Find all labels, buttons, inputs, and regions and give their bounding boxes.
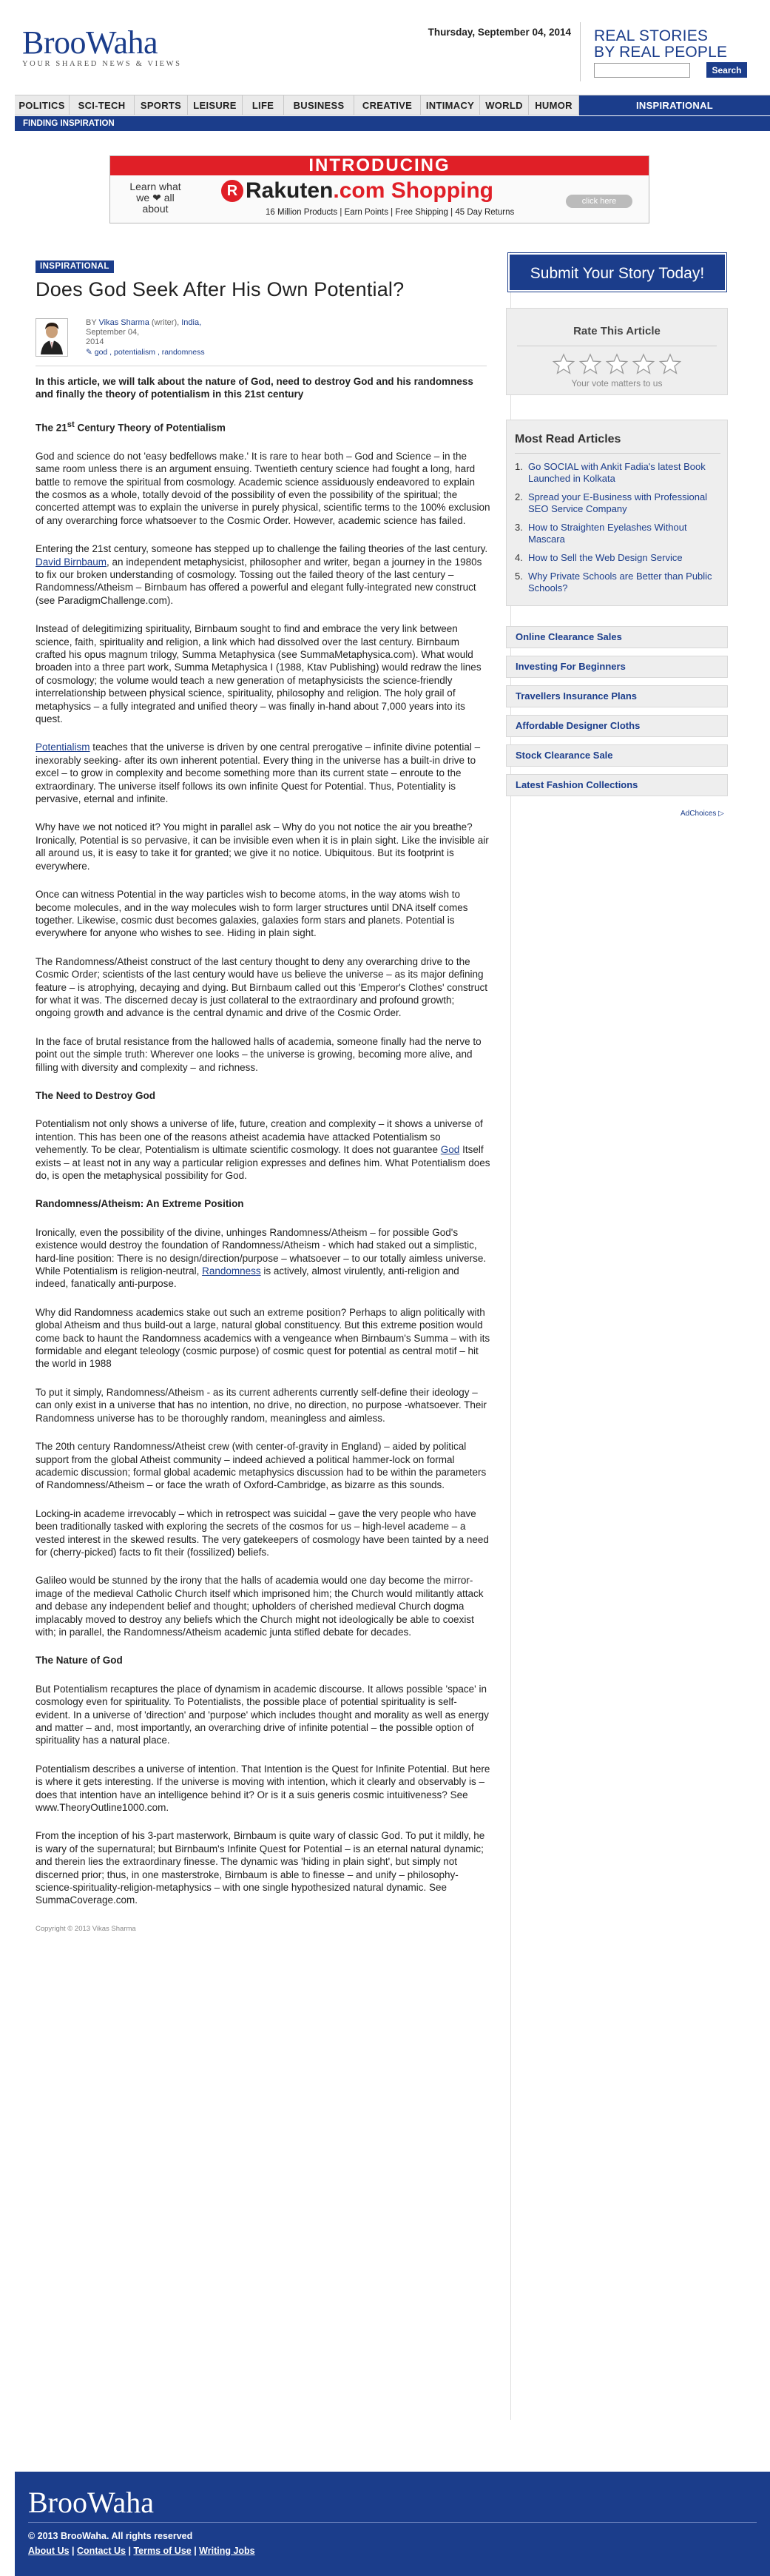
logo-text: BrooWaha (22, 24, 158, 61)
sponsored-link[interactable]: Investing For Beginners (506, 656, 728, 678)
david-birnbaum-link[interactable]: David Birnbaum (36, 556, 107, 568)
publish-date-2: 2014 (86, 337, 104, 346)
paragraph-10-pre: Ironically, even the possibility of the divine, unhinges Randomness/Atheism – for possible God's existence would destroy the foundation of Randomness/Atheism - which had staked out a simplistic, hard-line position: There is no design/direction/purpose – whatsoever – to our totally aimless universe. While Potentialism is religion-neutral, (36, 1226, 487, 1277)
current-date: Thursday, September 04, 2014 (428, 27, 571, 38)
paragraph-2-post: , an independent metaphysicist, philosopher and writer, began a journey in the 1980s to fix our broken understanding of cosmology. Tossing out the failed theory of the last century – Randomness/Atheism – Birnbaum has offered a powerful and elegant fully-integrated new construct (see ParadigmChallenge.com). (36, 556, 482, 606)
nav-item-humor[interactable]: HUMOR (529, 95, 579, 115)
search-input[interactable] (594, 63, 690, 78)
paragraph-13: The 20th century Randomness/Atheist crew (with center-of-gravity in England) – aided by political support from the global Atheist community – indeed achieved a political hammer-lock on formal academic discussion; formal global academic metaphysics discussion had to be within the parameters of Randomness/Atheism – or face the wrath of Oxford-Cambridge, as bizarre as this sounds. (36, 1441, 487, 1491)
most-read-number: 3. (515, 522, 523, 533)
paragraph-11: Why did Randomness academics stake out such an extreme position? Perhaps to align politically with global Atheism and thus build-out a large, natural global constituency. But this extreme position would come back to haunt the Randomness academics with a vengeance when Birnbaum's Summa – with its formidable and elegant teleology (cosmic purpose) of cosmic quest for potential as central motif – hit the world in 1988 (36, 1306, 490, 1370)
rating-stars (507, 353, 727, 375)
paragraph-17: Potentialism describes a universe of intention. That Intention is the Quest for Infinite Potential. But here is where it gets interesting. If the universe is moving with intention, which it clearly and observably is – does that intention have an intelligence behind it? Or is it a suis generis cosmic intuitiveness? See www.TheoryOutline1000.com. (36, 1763, 490, 1814)
god-link[interactable]: God (440, 1144, 460, 1156)
star-icon[interactable] (606, 353, 628, 375)
paragraph-8: In the face of brutal resistance from the hallowed halls of academia, someone finally had the nerve to point out the simple truth: Wherever one looks – the universe is growing, becoming more alive, and filling with diversity and complexity – and richness. (36, 1035, 482, 1073)
tagline-line-1: REAL STORIES (594, 27, 709, 44)
footer-link-terms-of-use[interactable]: Terms of Use (133, 2546, 192, 2556)
sponsored-link[interactable]: Travellers Insurance Plans (506, 685, 728, 707)
most-read-title-link[interactable]: How to Sell the Web Design Service (528, 552, 683, 563)
article-lead: In this article, we will talk about the nature of God, need to destroy God and his randomness and finally the theory of potentialism in this 21st century (36, 376, 473, 400)
nav-item-politics[interactable]: POLITICS (15, 95, 70, 115)
most-read-number: 1. (515, 461, 523, 472)
most-read-number: 4. (515, 552, 523, 563)
sponsored-link[interactable]: Online Clearance Sales (506, 626, 728, 648)
nav-item-intimacy[interactable]: INTIMACY (421, 95, 480, 115)
paragraph-9-pre: Potentialism not only shows a universe of life, future, creation and complexity – it shows a universe of intention. This has been one of the reasons atheist academia have attacked Potentialism so vehemently. To be clear, Potentialism is ultimate scientific cosmology. It does not guarantee (36, 1118, 483, 1156)
star-icon[interactable] (632, 353, 655, 375)
footer-links (28, 2546, 255, 2556)
paragraph-7: The Randomness/Atheist construct of the last century thought to deny any overarching drive to the Cosmic Order; scientists of the last century would have us believe the universe – as its major defining feature – is atrophying, decaying and dying. But Birnbaum called out this 'Emperor's Clothes' construct for what it was. The discerned decay is just collateral to the extraordinary and profound growth; ongoing growth and advance is the central dynamic and drive of the Cosmic Order. (36, 955, 488, 1019)
rakuten-r-icon: R (221, 180, 243, 202)
potentialism-link[interactable]: Potentialism (36, 741, 90, 753)
most-read-number: 2. (515, 491, 523, 502)
footer-link-separator: | (69, 2546, 78, 2556)
sub-nav[interactable]: FINDING INSPIRATION (15, 116, 770, 131)
main-nav (15, 95, 770, 115)
footer-link-writing-jobs[interactable]: Writing Jobs (199, 2546, 255, 2556)
footer-link-contact-us[interactable]: Contact Us (77, 2546, 126, 2556)
avatar-person-icon (36, 319, 67, 356)
footer-link-separator: | (126, 2546, 134, 2556)
site-logo[interactable] (22, 24, 182, 68)
ad-left-text: Learn what we ❤ all about (129, 181, 181, 215)
header-divider (580, 22, 581, 81)
most-read-title: Most Read Articles (515, 433, 621, 445)
paragraph-4-post: teaches that the universe is driven by one central prerogative – infinite divine potential – inexorably seeking- after its own inherent potential. Every thing in the universe has a built-in drive to excel – to grow in complexity and become something more than its current state – enroute to the extraordinary. The universe itself follows its own infinite Quest for Potential. Thus, Potentiality is pervasive, eternal and infinite. (36, 741, 481, 805)
search-button[interactable]: Search (706, 62, 747, 78)
nav-item-sports[interactable]: SPORTS (135, 95, 188, 115)
ad-headline: INTRODUCING (110, 156, 649, 175)
rate-title: Rate This Article (573, 325, 661, 337)
ad-click-button[interactable]: click here (566, 195, 632, 208)
paragraph-9 (36, 1117, 490, 1182)
footer-link-about-us[interactable]: About Us (28, 2546, 70, 2556)
author-link[interactable]: Vikas Sharma (98, 318, 149, 327)
submit-story-button[interactable]: Submit Your Story Today! (508, 253, 726, 292)
most-read-item[interactable] (515, 552, 719, 564)
footer-divider (28, 2522, 757, 2523)
most-read-title-link[interactable]: How to Straighten Eyelashes Without Mascara (528, 522, 687, 545)
ad-brand-suffix: .com Shopping (333, 178, 494, 203)
tagline-line-2: BY REAL PEOPLE (594, 44, 728, 61)
ad-subtext: 16 Million Products | Earn Points | Free Shipping | 45 Day Returns (266, 208, 515, 217)
nav-item-business[interactable]: BUSINESS (284, 95, 354, 115)
most-read-title-link[interactable]: Spread your E-Business with Professional SEO Service Company (528, 491, 708, 514)
header (0, 0, 770, 87)
ad-brand-name: Rakuten (246, 178, 334, 203)
tag-list[interactable]: god , potentialism , randomness (94, 348, 205, 357)
footer-logo[interactable]: BrooWaha (28, 2486, 155, 2519)
paragraph-6: Once can witness Potential in the way particles wish to become atoms, in the way atoms wish to become molecules, and in the way molecules wish to form larger structures until DNA itself comes together. Likewise, cosmic dust becomes galaxies, galaxies form stars and planets. Potential is everywhere for anyone who wishes to see. Hiding in plain sight. (36, 889, 468, 939)
sponsored-link[interactable]: Affordable Designer Cloths (506, 715, 728, 737)
star-icon[interactable] (579, 353, 601, 375)
most-read-item[interactable] (515, 491, 719, 515)
sponsored-link[interactable]: Stock Clearance Sale (506, 744, 728, 767)
tag-icon: ✎ (86, 348, 92, 357)
banner-ad[interactable] (109, 155, 649, 223)
paragraph-10-post: is actively, almost virulently, anti-religion and indeed, fanatically anti-purpose. (36, 1265, 459, 1290)
paragraph-16: But Potentialism recaptures the place of dynamism in academic discourse. It allows possible 'space' in cosmology even for spirituality. To Potentialists, the possible place of potential spirituality is self-evident. In a universe of 'direction' and 'purpose' which includes thought and morality as well as energy and matter – and, most importantly, an overarching drive of infinite potential – the possible option of spirituality has a natural place. (36, 1683, 489, 1746)
nav-item-sci-tech[interactable]: SCI-TECH (70, 95, 135, 115)
randomness-link[interactable]: Randomness (202, 1265, 261, 1277)
paragraph-10 (36, 1226, 490, 1291)
rate-note: Your vote matters to us (571, 378, 663, 389)
sponsored-links (506, 626, 728, 804)
meta-by: BY (86, 318, 97, 327)
section-heading-4: The Nature of God (36, 1655, 123, 1667)
paragraph-18: From the inception of his 3-part masterwork, Birnbaum is quite wary of classic God. To put it mildly, he is wary of the supernatural; but Birnbaum's Infinite Quest for Potential – is an eternal natural dynamic; and therein lies the extraordinary finesse. The dynamic was 'hiding in plain sight', but simply not discerned prior; thus, in one masterstroke, Birnbaum is able to finesse – and unify – philosophy- science-spirituality-religion-metaphysics – with one single hypothesized natural dynamic. See SummaCoverage.com. (36, 1830, 485, 1906)
paragraph-4 (36, 741, 490, 805)
logo-tagline: YOUR SHARED NEWS & VIEWS (22, 60, 182, 68)
article-body (36, 375, 490, 1935)
footer-copyright: © 2013 BrooWaha. All rights reserved (28, 2531, 193, 2541)
author-role: (writer), (151, 318, 180, 327)
footer-link-separator: | (191, 2546, 200, 2556)
sponsored-link[interactable]: Latest Fashion Collections (506, 774, 728, 796)
paragraph-2 (36, 542, 490, 607)
article-meta (86, 318, 241, 347)
nav-item-life[interactable]: LIFE (243, 95, 284, 115)
rate-article-box (506, 308, 728, 395)
nav-item-creative[interactable]: CREATIVE (354, 95, 421, 115)
paragraph-15: Galileo would be stunned by the irony that the halls of academia would one day become the mirror-image of the medieval Catholic Church itself which imprisoned him; the Church would militantly attack and debase any independent belief and thought; upholders of cherished medieval Church dogma implacably moved to destroy any beliefs which the Church might not ideologically be able to coexist with; in parallel, the Randomness/Atheism academic junta stifled debate for decades. (36, 1575, 484, 1638)
nav-item-inspirational[interactable]: INSPIRATIONAL (579, 95, 770, 115)
paragraph-3: Instead of delegitimizing spirituality, Birnbaum sought to find and embrace the very link between science, faith, spirituality and religion, a link which had dissolved over the last century. Birnbaum crafted his opus magnum trilogy, Summa Metaphysica (see SummaMetaphysica.com). What would broaden into a three part work, Summa Metaphysica I (1988, Ktav Publishing) would redraw the lines of cosmology; the volume would teach a new generation of metaphysicists the science-friendly interrelationship between physical science, spirituality, philosophy and religion. The holy grail of metaphysics – a fully integrated and unified theory – was finally in-hand about 7,000 years into its quest. (36, 623, 482, 725)
most-read-item[interactable] (515, 522, 719, 545)
ad-brand (221, 178, 493, 204)
nav-item-world[interactable]: WORLD (480, 95, 529, 115)
paragraph-14: Locking-in academe irrevocably – which in retrospect was suicidal – gave the very people who have been traditionally tasked with exploring the secrets of the cosmos for us – high-level academe – a vested interest in the skewed results. The very gatekeepers of cosmology have been tainted by a need for (cherry-picked) facts to fit their (fossilized) beliefs. (36, 1507, 489, 1558)
most-read-list (515, 461, 719, 594)
most-read-item[interactable] (515, 571, 719, 594)
article-tags (86, 348, 205, 357)
publish-date-1: September 04, (86, 328, 140, 337)
category-badge[interactable]: INSPIRATIONAL (36, 260, 114, 273)
most-read-divider (515, 453, 720, 454)
most-read-number: 5. (515, 571, 523, 582)
adchoices-link[interactable]: AdChoices ▷ (680, 810, 724, 818)
most-read-title-link[interactable]: Go SOCIAL with Ankit Fadia's latest Book Launched in Kolkata (528, 461, 706, 484)
most-read-title-link[interactable]: Why Private Schools are Better than Public Schools? (528, 571, 712, 593)
section-heading-3: Randomness/Atheism: An Extreme Position (36, 1198, 244, 1210)
article-title: Does God Seek After His Own Potential? (36, 278, 405, 300)
nav-item-leisure[interactable]: LEISURE (188, 95, 243, 115)
section-heading-1: The 21st Century Theory of Potentialism (36, 420, 226, 434)
paragraph-1: God and science do not 'easy bedfellows make.' It is rare to hear both – God and Science – in the same room unless there is an argument ensuing. Twentieth century science had fought a long, hard battle to remove the spiritual from cosmology. Academic science assiduously endeavored to explain the cosmos as a whole, totally devoid of the possibility of even the possibility of the spiritual; the concerted attempt was to explain the universe in purely physical, scientific terms to the 100% exclusion of any overarching force whatsoever to the Cosmic Order. However, academic science has failed. (36, 450, 490, 526)
paragraph-2-pre: Entering the 21st century, someone has stepped up to challenge the failing theories of the last century. (36, 543, 488, 555)
paragraph-5: Why have we not noticed it? You might in parallel ask – Why do you not notice the air you breathe? Ironically, Potential is so pervasive, it can be invisible even when it is in plain sight. Like the invisible air all around us, it is easy to take it for granted; we give it no notice. Ubiquitous. But its footprint is everywhere. (36, 821, 489, 872)
location-link[interactable]: India, (181, 318, 202, 327)
star-icon[interactable] (659, 353, 681, 375)
most-read-item[interactable] (515, 461, 719, 485)
author-avatar[interactable] (36, 318, 68, 357)
star-icon[interactable] (553, 353, 575, 375)
site-tagline (594, 28, 727, 61)
most-read-box (506, 420, 728, 606)
article-copyright: Copyright © 2013 Vikas Sharma (36, 1924, 136, 1933)
footer (15, 2472, 770, 2576)
paragraph-9-post: Itself exists – at least not in any way a particular religion expresses and defines him. What Potentialism does do, is open the metaphysical possibility for God. (36, 1144, 490, 1181)
paragraph-12: To put it simply, Randomness/Atheism - as its current adherents currently self-define their ideology – can only exist in a universe that has no intention, no drive, no direction, no purpose -whatsoever. Their Randomness universe has to be thoroughly random, meaningless and aimless. (36, 1386, 487, 1424)
section-heading-2: The Need to Destroy God (36, 1089, 156, 1101)
